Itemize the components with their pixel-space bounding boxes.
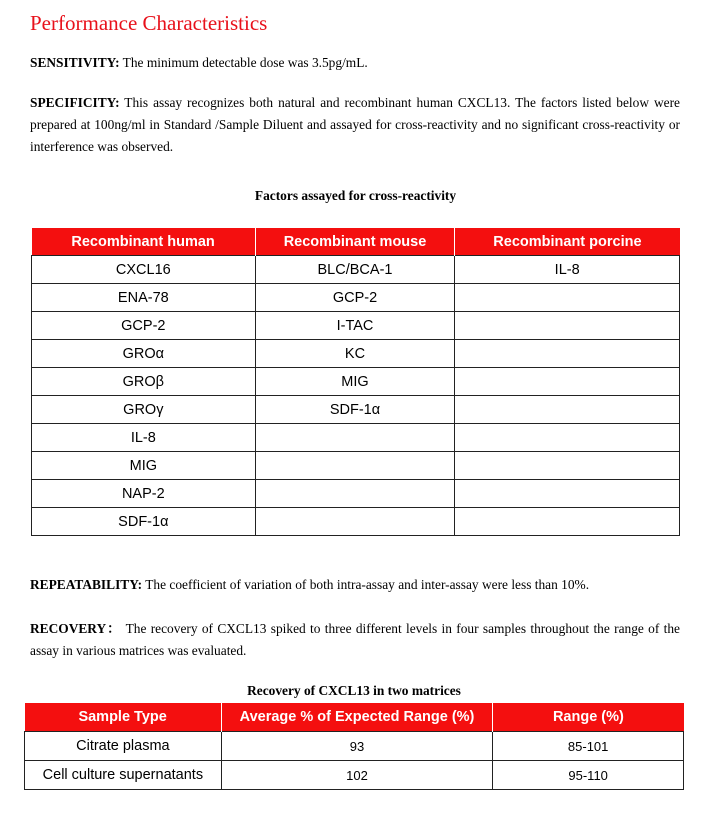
specificity-paragraph <box>30 92 680 158</box>
sensitivity-text: The minimum detectable dose was 3.5pg/mL. <box>119 55 368 70</box>
header-range: Range (%) <box>493 703 684 732</box>
table-cell: GCP-2 <box>255 284 455 312</box>
table-cell <box>255 452 455 480</box>
table-cell: I-TAC <box>255 312 455 340</box>
recovery-label: RECOVERY： <box>30 621 122 636</box>
page-title: Performance Characteristics <box>30 11 268 35</box>
table-row <box>32 312 680 340</box>
table-cell <box>455 396 680 424</box>
recovery-text: The recovery of CXCL13 spiked to three different levels in four samples throughout the range of the assay in various matrices was evaluated. <box>30 621 681 658</box>
table-row <box>32 480 680 508</box>
table-row <box>32 424 680 452</box>
table-cell <box>255 480 455 508</box>
table-cell: CXCL16 <box>32 256 256 284</box>
table-cell: MIG <box>32 452 256 480</box>
table-cell <box>455 368 680 396</box>
table-cell: IL-8 <box>455 256 680 284</box>
repeatability-paragraph <box>30 574 680 596</box>
recovery-table <box>24 703 684 790</box>
cross-table-caption: Factors assayed for cross-reactivity <box>254 188 457 203</box>
header-recombinant-human: Recombinant human <box>32 228 256 256</box>
table-cell: Cell culture supernatants <box>25 761 222 790</box>
table-cell: BLC/BCA-1 <box>255 256 455 284</box>
table-cell: 85-101 <box>493 732 684 761</box>
table-cell: MIG <box>255 368 455 396</box>
table-cell: 102 <box>221 761 493 790</box>
sensitivity-paragraph <box>30 52 680 74</box>
table-row <box>32 256 680 284</box>
table-row <box>32 396 680 424</box>
table-row <box>25 761 684 790</box>
repeatability-label: REPEATABILITY: <box>30 577 143 592</box>
table-cell: GROβ <box>32 368 256 396</box>
table-cell: NAP-2 <box>32 480 256 508</box>
cross-reactivity-table <box>31 228 680 536</box>
header-sample-type: Sample Type <box>25 703 222 732</box>
table-row <box>25 732 684 761</box>
table-cell <box>455 424 680 452</box>
header-average-expected: Average % of Expected Range (%) <box>221 703 493 732</box>
sensitivity-label: SENSITIVITY: <box>30 55 120 70</box>
table-cell: 95-110 <box>493 761 684 790</box>
table-cell: GROγ <box>32 396 256 424</box>
header-recombinant-mouse: Recombinant mouse <box>255 228 455 256</box>
table-header-row <box>32 228 680 256</box>
table-row <box>32 284 680 312</box>
recovery-table-caption: Recovery of CXCL13 in two matrices <box>247 683 461 698</box>
table-row <box>32 452 680 480</box>
recovery-paragraph <box>30 618 680 662</box>
table-cell <box>455 284 680 312</box>
table-cell <box>255 508 455 536</box>
table-cell <box>455 508 680 536</box>
table-row <box>32 508 680 536</box>
table-cell <box>455 340 680 368</box>
table-cell: SDF-1α <box>32 508 256 536</box>
table-cell <box>455 452 680 480</box>
table-cell <box>455 480 680 508</box>
table-cell: SDF-1α <box>255 396 455 424</box>
table-cell: GROα <box>32 340 256 368</box>
table-cell <box>455 312 680 340</box>
table-cell: Citrate plasma <box>25 732 222 761</box>
table-row <box>32 340 680 368</box>
table-cell: ENA-78 <box>32 284 256 312</box>
table-cell: GCP-2 <box>32 312 256 340</box>
table-cell: IL-8 <box>32 424 256 452</box>
table-cell: 93 <box>221 732 493 761</box>
repeatability-text: The coefficient of variation of both intra-assay and inter-assay were less than 10%. <box>142 577 590 592</box>
table-header-row <box>25 703 684 732</box>
table-cell <box>255 424 455 452</box>
header-recombinant-porcine: Recombinant porcine <box>455 228 680 256</box>
table-cell: KC <box>255 340 455 368</box>
specificity-label: SPECIFICITY: <box>30 95 120 110</box>
table-row <box>32 368 680 396</box>
specificity-text: This assay recognizes both natural and recombinant human CXCL13. The factors listed below were prepared at 100ng/ml in Standard /Sample Diluent and assayed for cross-reactivity and no significant cross-reactivity or interference was observed. <box>30 95 680 154</box>
